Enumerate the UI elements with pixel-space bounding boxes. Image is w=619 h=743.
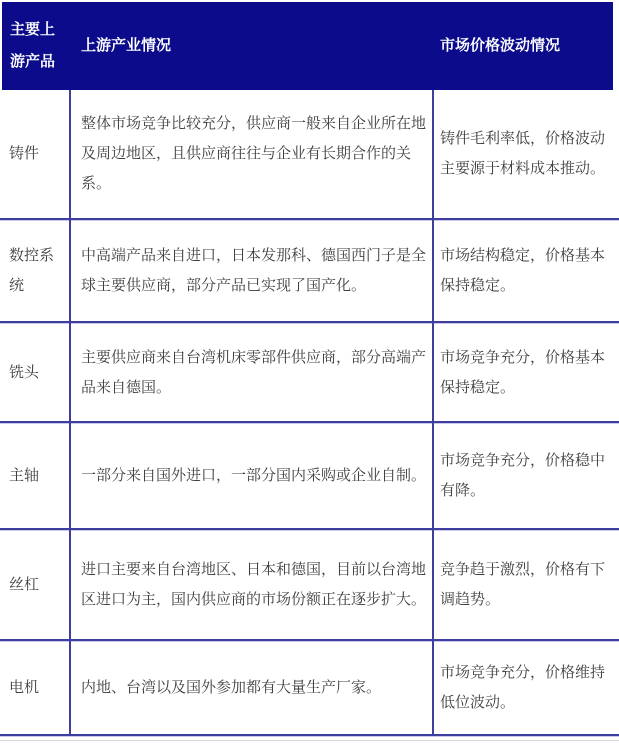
price-cell: 竞争趋于激烈，价格有下调趋势。	[440, 561, 606, 608]
price-cell: 铸件毛利率低，价格波动主要源于材料成本推动。	[440, 130, 606, 177]
header-upstream-industry: 上游产业情况	[81, 37, 172, 54]
table-row	[0, 531, 619, 639]
table-row	[0, 90, 619, 218]
table-row	[0, 324, 619, 421]
price-cell: 市场竞争充分，价格维持低位波动。	[440, 664, 606, 711]
price-cell: 市场竞争充分，价格稳中有降。	[440, 452, 606, 499]
industry-cell: 一部分来自国外进口，一部分国内采购或企业自制。	[81, 467, 427, 484]
header-market-price-fluctuation: 市场价格波动情况	[440, 37, 561, 54]
industry-cell: 整体市场竞争比较充分，供应商一般来自企业所在地及周边地区，且供应商往往与企业有长期合作的关系。	[81, 115, 427, 192]
table-row	[0, 221, 619, 321]
column-divider-1	[69, 90, 71, 734]
product-cell: 数控系统	[9, 247, 55, 294]
industry-cell: 主要供应商来自台湾机床零部件供应商，部分高端产品来自德国。	[81, 348, 427, 396]
industry-cell: 中高端产品来自进口，日本发那科、德国西门子是全球主要供应商，部分产品已实现了国产化。	[81, 247, 427, 294]
column-divider-2	[432, 90, 434, 734]
header-main-upstream-products: 主要上游产品	[10, 21, 56, 70]
table-bottom-border	[0, 734, 619, 737]
table-header	[2, 2, 613, 90]
price-cell: 市场结构稳定，价格基本保持稳定。	[440, 247, 606, 294]
bottom-faint-line	[0, 740, 619, 741]
product-cell: 主轴	[9, 467, 40, 484]
price-cell: 市场竞争充分，价格基本保持稳定。	[440, 348, 606, 396]
industry-cell: 进口主要来自台湾地区、日本和德国，目前以台湾地区进口为主，国内供应商的市场份额正在逐步扩大。	[81, 561, 427, 608]
table-body	[0, 90, 619, 737]
product-cell: 铣头	[9, 363, 40, 381]
product-cell: 铸件	[9, 145, 40, 162]
table-row	[0, 642, 619, 734]
table-row	[0, 424, 619, 528]
product-cell: 丝杠	[9, 576, 40, 593]
product-cell: 电机	[9, 679, 40, 696]
industry-cell: 内地、台湾以及国外参加都有大量生产厂家。	[81, 679, 382, 696]
